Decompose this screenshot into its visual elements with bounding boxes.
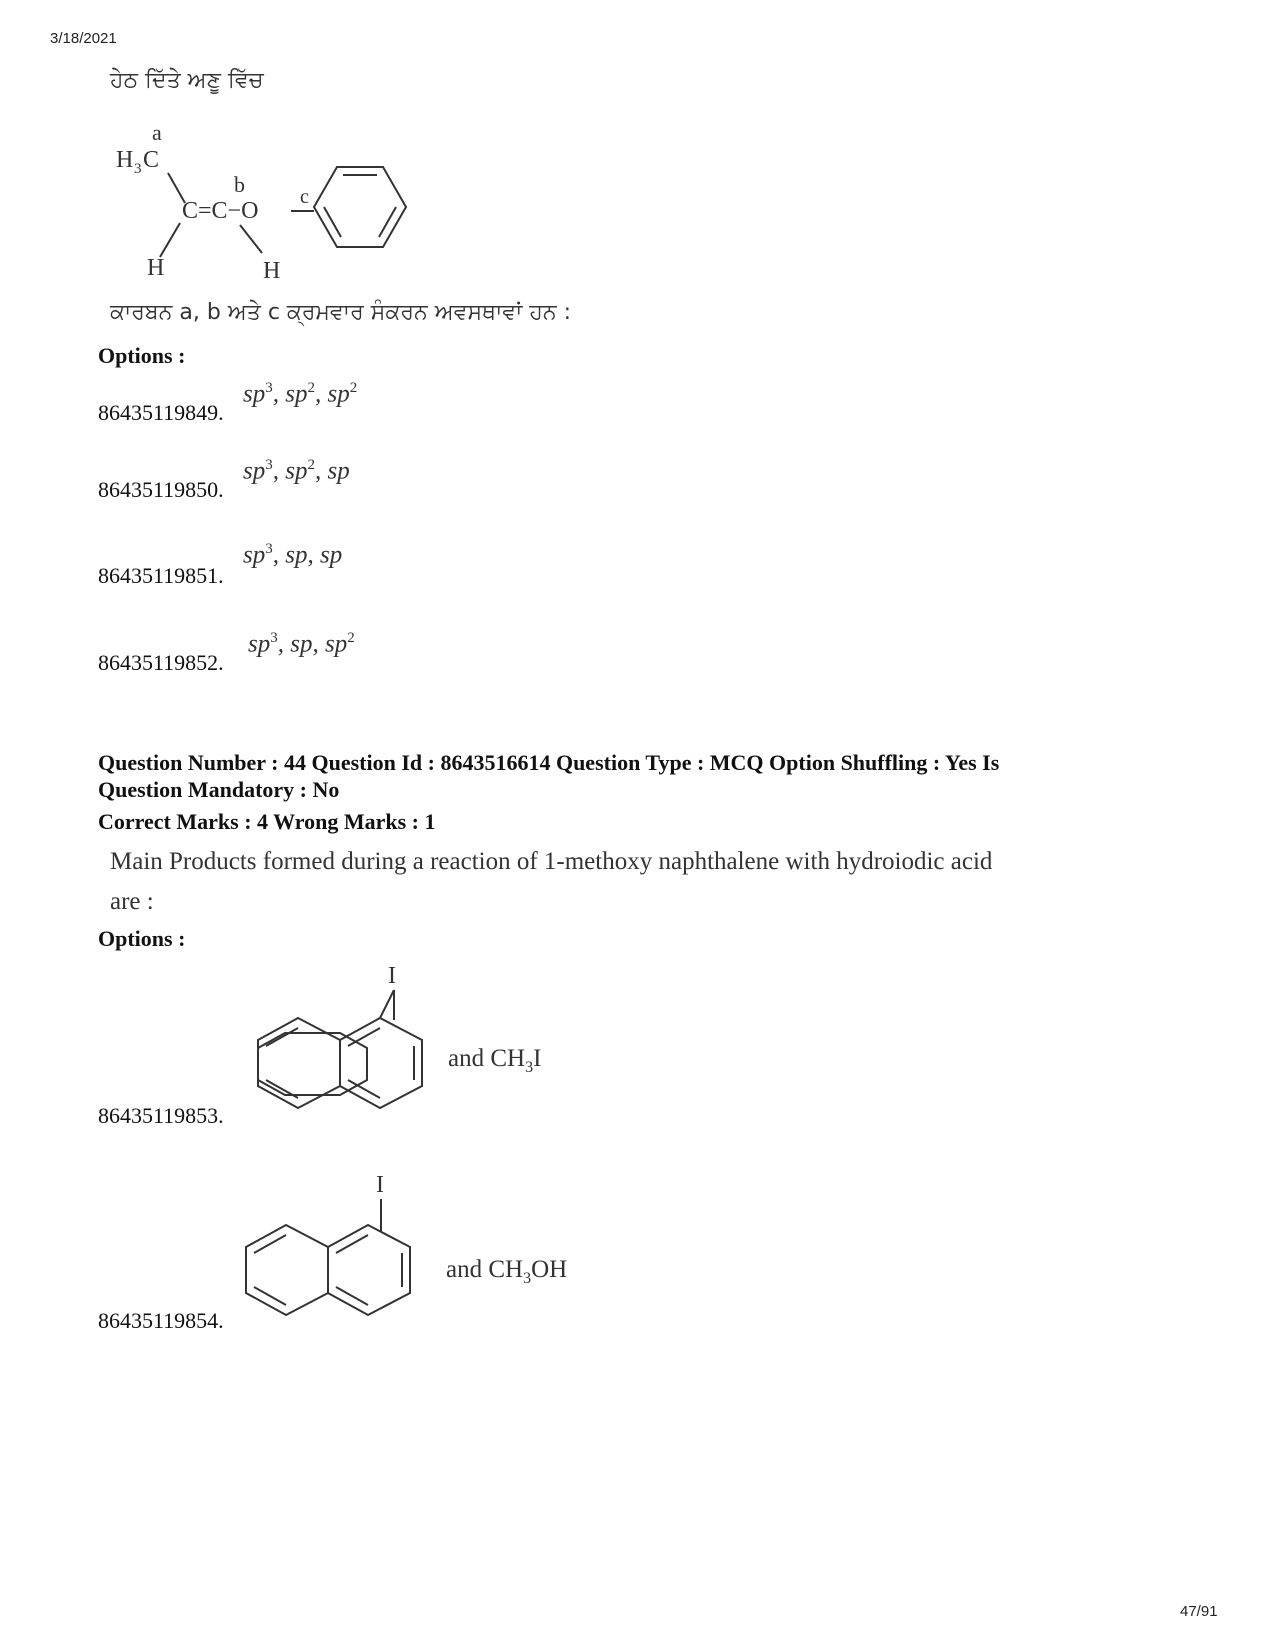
h3c-sub: 3 — [134, 161, 142, 177]
h-right: H — [263, 258, 281, 284]
option-id: 86435119854. — [98, 1308, 224, 1333]
question-text-cont: are : — [110, 888, 154, 915]
iodine-label: I — [376, 1172, 384, 1198]
question-marks: Correct Marks : 4 Wrong Marks : 1 — [98, 809, 436, 834]
question-meta: Question Number : 44 Question Id : 8643516614 Question Type : MCQ Option Shuffling : Yes Is — [98, 750, 1000, 775]
option-answer: $sp^3$, $sp^2$, sp — [243, 457, 350, 485]
iodine-label: I — [388, 963, 396, 989]
question-mandatory: Question Mandatory : No — [98, 777, 340, 802]
options-label: Options : — [98, 926, 186, 951]
h-left: H — [147, 255, 165, 281]
and-ch3oh: and $CH_3OH$ — [446, 1256, 568, 1287]
option-id: 86435119849. — [98, 400, 224, 425]
benzene-ring — [314, 167, 406, 247]
naphthalene-ring — [258, 990, 422, 1108]
iodonaphthalene-ch3oh-structure — [238, 1165, 598, 1325]
page-number: 47/91 — [1180, 1603, 1218, 1620]
label-a: a — [152, 120, 162, 145]
iodonaphthalene-ch3i-structure — [250, 958, 590, 1118]
label-c: c — [300, 186, 309, 208]
h3c-c: C — [143, 147, 160, 173]
question-text-punjabi: ਕਾਰਬਨ a, b ਅਤੇ c ਕ੍ਰਮਵਾਰ ਸੰਕਰਨ ਅਵਸਥਾਵਾਂ ਹਨ : — [110, 300, 572, 325]
option-id: 86435119852. — [98, 650, 224, 675]
option-answer: $sp^3$, sp, $sp^2$ — [248, 630, 355, 658]
label-b: b — [234, 172, 245, 197]
option-id: 86435119850. — [98, 477, 224, 502]
enol-ether-structure — [100, 115, 420, 285]
h3c-h: H — [116, 147, 134, 173]
and-ch3i: and $CH_3I$ — [448, 1045, 542, 1076]
option-id: 86435119853. — [98, 1103, 224, 1128]
chain-c-c-o: C=C−O — [182, 198, 259, 224]
question-text: Main Products formed during a reaction of 1-methoxy naphthalene with hydroiodic acid — [110, 848, 993, 875]
naphthalene-ring — [246, 1199, 410, 1315]
option-answer: $sp^3$, sp, sp — [243, 541, 343, 569]
options-label: Options : — [98, 343, 186, 368]
option-answer: $sp^3$, $sp^2$, $sp^2$ — [243, 380, 358, 408]
question-intro-punjabi: ਹੇਠ ਦਿੱਤੇ ਅਣੂ ਵਿੱਚ — [110, 68, 264, 93]
option-id: 86435119851. — [98, 563, 224, 588]
print-date: 3/18/2021 — [50, 30, 117, 47]
